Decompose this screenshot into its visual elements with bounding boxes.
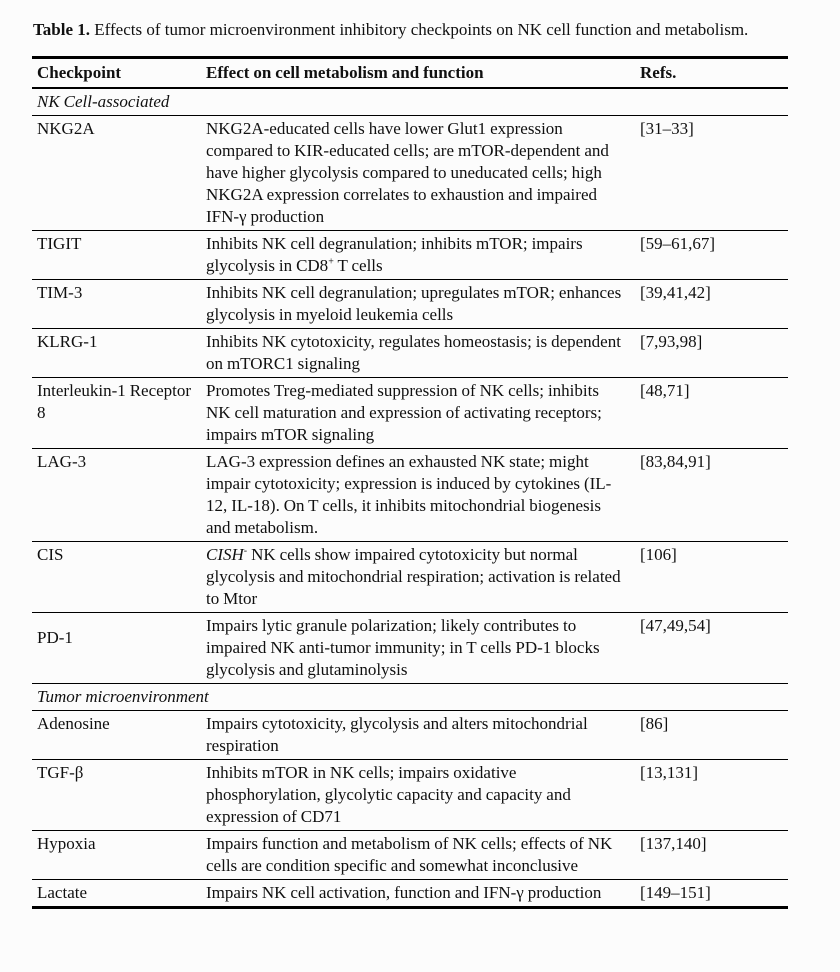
section-label: Tumor microenvironment — [32, 684, 788, 711]
checkpoint-cell: TIM-3 — [32, 280, 206, 329]
table-row — [32, 880, 788, 908]
table-row — [32, 280, 788, 329]
effect-text: Impairs NK cell activation, function and IFN-γ production — [206, 883, 602, 902]
effect-text: T cells — [333, 256, 383, 275]
effect-text: Inhibits NK cell degranulation; upregulates mTOR; enhances glycolysis in myeloid leukemia cells — [206, 283, 622, 324]
refs-cell: [86] — [640, 711, 788, 760]
refs-cell: [7,93,98] — [640, 329, 788, 378]
refs-cell: [47,49,54] — [640, 613, 788, 684]
section-row — [32, 684, 788, 711]
table-caption — [33, 19, 789, 41]
table-row — [32, 542, 788, 613]
refs-cell: [137,140] — [640, 831, 788, 880]
refs-cell: [106] — [640, 542, 788, 613]
effect-text: Promotes Treg-mediated suppression of NK cells; inhibits NK cell maturation and expression of activating receptors; impairs mTOR signaling — [206, 381, 602, 444]
checkpoint-cell: NKG2A — [32, 116, 206, 231]
effect-cell — [206, 711, 640, 760]
checkpoint-cell: Lactate — [32, 880, 206, 908]
refs-cell: [39,41,42] — [640, 280, 788, 329]
refs-cell: [48,71] — [640, 378, 788, 449]
refs-cell: [83,84,91] — [640, 449, 788, 542]
column-header-checkpoint: Checkpoint — [32, 58, 206, 89]
checkpoint-cell: PD-1 — [32, 613, 206, 684]
section-row — [32, 88, 788, 116]
table-row — [32, 711, 788, 760]
effect-cell — [206, 760, 640, 831]
checkpoint-cell: TIGIT — [32, 231, 206, 280]
refs-cell: [149–151] — [640, 880, 788, 908]
refs-cell: [31–33] — [640, 116, 788, 231]
effect-cell — [206, 831, 640, 880]
table-row — [32, 231, 788, 280]
checkpoint-cell: Hypoxia — [32, 831, 206, 880]
section-label: NK Cell-associated — [32, 88, 788, 116]
effect-text: CISH — [206, 545, 244, 564]
table-row — [32, 329, 788, 378]
effect-cell — [206, 449, 640, 542]
table-row — [32, 613, 788, 684]
effect-text: NK cells show impaired cytotoxicity but normal glycolysis and mitochondrial respiration; activation is related to Mtor — [206, 545, 621, 608]
effect-text: LAG-3 expression defines an exhausted NK state; might impair cytotoxicity; expression is induced by cytokines (IL-12, IL-18). On T cells, it inhibits mitochondrial biogenesis and metabolism. — [206, 452, 612, 537]
checkpoint-table — [32, 56, 788, 909]
table-row — [32, 831, 788, 880]
table-row — [32, 449, 788, 542]
effect-superscript: + — [328, 256, 334, 268]
effect-text: Impairs function and metabolism of NK cells; effects of NK cells are condition specific and somewhat inconclusive — [206, 834, 613, 875]
checkpoint-cell: KLRG-1 — [32, 329, 206, 378]
checkpoint-cell: LAG-3 — [32, 449, 206, 542]
table-body — [32, 88, 788, 908]
checkpoint-cell: Adenosine — [32, 711, 206, 760]
column-header-refs: Refs. — [640, 58, 788, 89]
effect-text: Inhibits NK cell degranulation; inhibits mTOR; impairs glycolysis in CD8 — [206, 234, 583, 275]
effect-text: NKG2A-educated cells have lower Glut1 expression compared to KIR-educated cells; are mTOR-dependent and have higher glycolysis compared to uneducated cells; high NKG2A expression correlates to exhaustion and impaired IFN-γ production — [206, 119, 609, 226]
effect-text: Inhibits NK cytotoxicity, regulates homeostasis; is dependent on mTORC1 signaling — [206, 332, 621, 373]
refs-cell: [59–61,67] — [640, 231, 788, 280]
table-row — [32, 116, 788, 231]
header-row — [32, 58, 788, 89]
checkpoint-cell: TGF-β — [32, 760, 206, 831]
table-row — [32, 760, 788, 831]
refs-cell: [13,131] — [640, 760, 788, 831]
effect-text: Impairs lytic granule polarization; likely contributes to impaired NK anti-tumor immunity; in T cells PD-1 blocks glycolysis and glutaminolysis — [206, 616, 600, 679]
effect-cell — [206, 880, 640, 908]
effect-cell — [206, 378, 640, 449]
table-caption-text: Effects of tumor microenvironment inhibitory checkpoints on NK cell function and metabolism. — [90, 20, 749, 39]
effect-cell — [206, 613, 640, 684]
effect-cell — [206, 116, 640, 231]
effect-cell — [206, 231, 640, 280]
table-row — [32, 378, 788, 449]
effect-superscript: - — [243, 545, 248, 557]
effect-text: Impairs cytotoxicity, glycolysis and alters mitochondrial respiration — [206, 714, 588, 755]
effect-text: Inhibits mTOR in NK cells; impairs oxidative phosphorylation, glycolytic capacity and capacity and expression of CD71 — [206, 763, 571, 826]
effect-cell — [206, 329, 640, 378]
column-header-effect: Effect on cell metabolism and function — [206, 58, 640, 89]
effect-cell — [206, 280, 640, 329]
checkpoint-cell: CIS — [32, 542, 206, 613]
effect-cell — [206, 542, 640, 613]
table-caption-label: Table 1. — [33, 20, 91, 39]
checkpoint-cell: Interleukin-1 Receptor 8 — [32, 378, 206, 449]
